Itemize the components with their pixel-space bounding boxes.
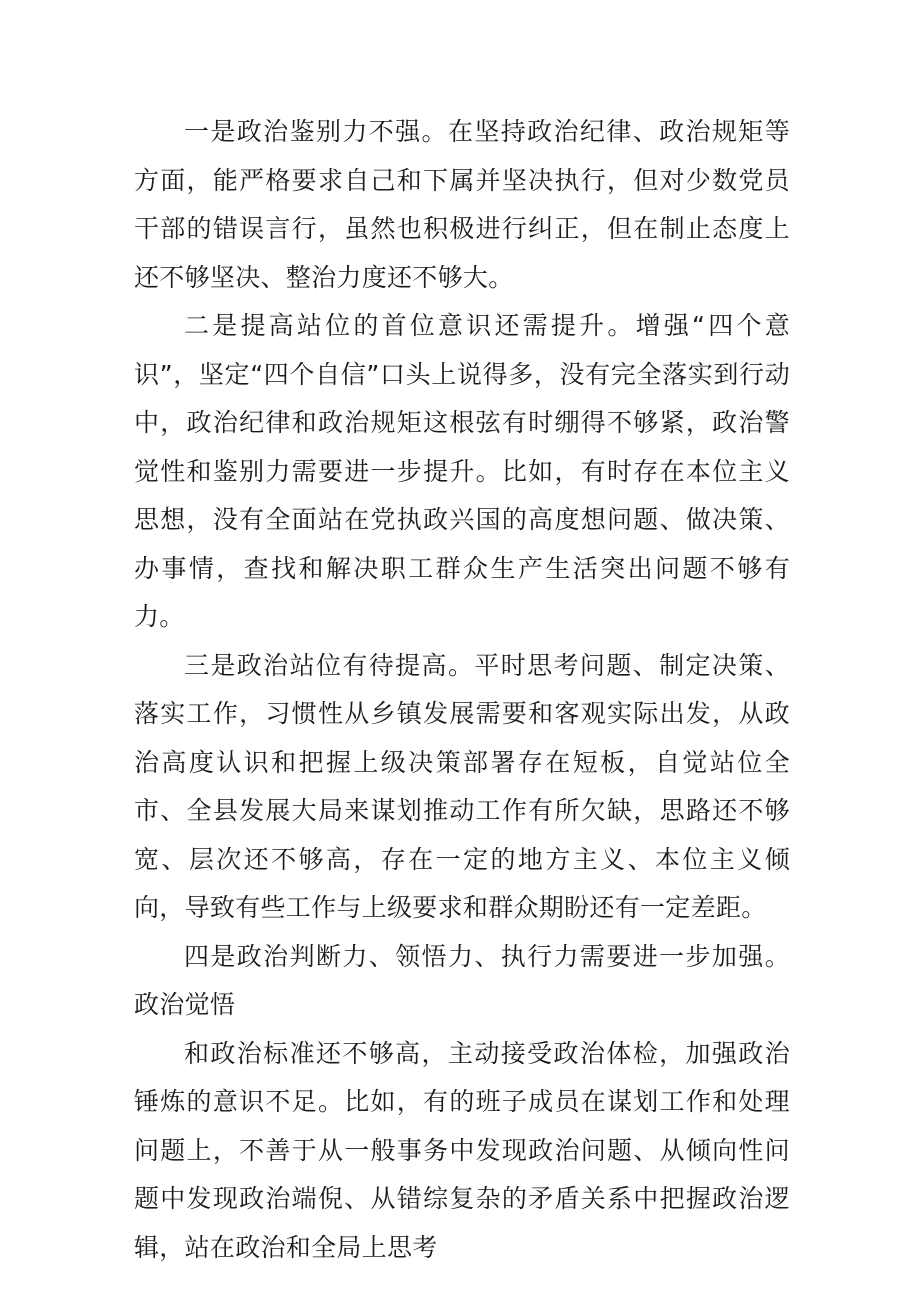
paragraph-political-standards: 和政治标准还不够高，主动接受政治体检，加强政治锤炼的意识不足。比如，有的班子成员在谋划工作和处理问题上，不善于从一般事务中发现政治问题、从倾向性问题中发现政治端倪、从错综复杂的矛盾关系中把握政治逻辑，站在政治和全局上思考 (134, 1038, 790, 1262)
paragraph-political-discernment: 一是政治鉴别力不强。在坚持政治纪律、政治规矩等方面，能严格要求自己和下属并坚决执行，但对少数党员干部的错误言行，虽然也积极进行纠正，但在制止态度上还不够坚决、整治力度还不够大。 (134, 117, 790, 292)
paragraph-standpoint-awareness: 二是提高站位的首位意识还需提升。增强“四个意识”，坚定“四个自信”口头上说得多，没有完全落实到行动中，政治纪律和政治规矩这根弦有时绷得不够紧，政治警觉性和鉴别力需要进一步提升。比如，有时存在本位主义思想，没有全面站在党执政兴国的高度想问题、做决策、办事情，查找和解决职工群众生产生活突出问题不够有力。 (134, 311, 790, 631)
paragraph-political-standpoint: 三是政治站位有待提高。平时思考问题、制定决策、落实工作，习惯性从乡镇发展需要和客观实际出发，从政治高度认识和把握上级决策部署存在短板，自觉站位全市、全县发展大局来谋划推动工作有所欠缺，思路还不够宽、层次还不够高，存在一定的地方主义、本位主义倾向，导致有些工作与上级要求和群众期盼还有一定差距。 (134, 650, 790, 922)
paragraph-political-judgment: 四是政治判断力、领悟力、执行力需要进一步加强。政治觉悟 (134, 941, 790, 1019)
document-body (134, 108, 790, 1272)
